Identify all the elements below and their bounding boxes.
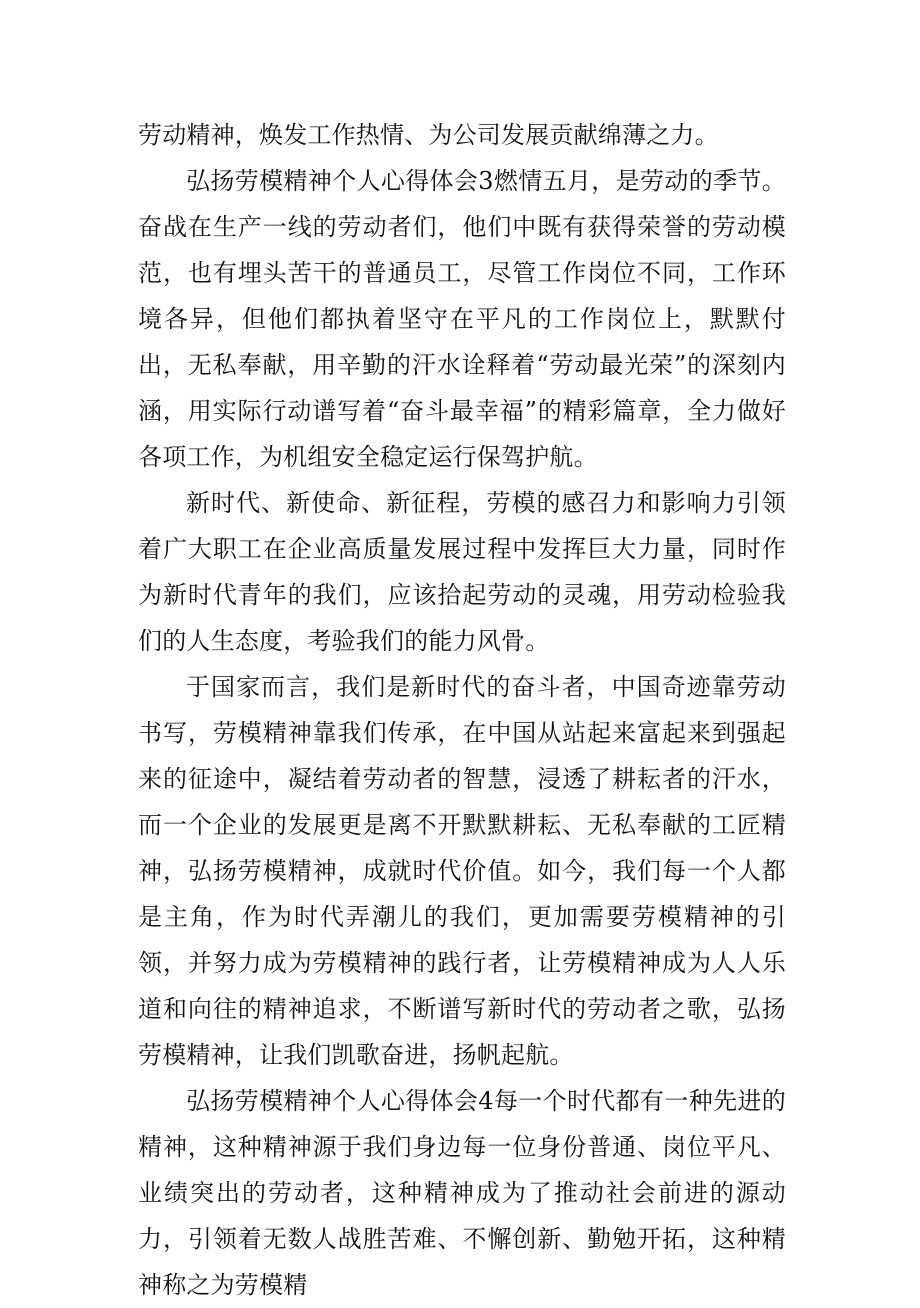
paragraph-continuation: 劳动精神，焕发工作热情、为公司发展贡献绵薄之力。 (138, 121, 719, 149)
paragraph-new-era: 新时代、新使命、新征程，劳模的感召力和影响力引领着广大职工在企业高质量发展过程中发挥巨大力量，同时作为新时代青年的我们，应该拾起劳动的灵魂，用劳动检验我们的人生态度，考验我们的能力风骨。 (138, 489, 786, 655)
paragraph-experience-4: 弘扬劳模精神个人心得体会4每一个时代都有一种先进的精神，这种精神源于我们身边每一位身份普通、岗位平凡、业绩突出的劳动者，这种精神成为了推动社会前进的源动力，引领着无数人战胜苦难、不懈创新、勤勉开拓，这种精神称之为劳模精 (138, 1087, 786, 1299)
document-page (138, 112, 786, 1308)
paragraph-experience-3: 弘扬劳模精神个人心得体会3燃情五月，是劳动的季节。奋战在生产一线的劳动者们，他们中既有获得荣誉的劳动模范，也有埋头苦干的普通员工，尽管工作岗位不同，工作环境各异，但他们都执着坚守在平凡的工作岗位上，默默付出，无私奉献，用辛勤的汗水诠释着“劳动最光荣”的深刻内涵，用实际行动谱写着“奋斗最幸福”的精彩篇章，全力做好各项工作，为机组安全稳定运行保驾护航。 (138, 167, 786, 471)
paragraph-nation: 于国家而言，我们是新时代的奋斗者，中国奇迹靠劳动书写，劳模精神靠我们传承，在中国从站起来富起来到强起来的征途中，凝结着劳动者的智慧，浸透了耕耘者的汗水，而一个企业的发展更是离不开默默耕耘、无私奉献的工匠精神，弘扬劳模精神，成就时代价值。如今，我们每一个人都是主角，作为时代弄潮儿的我们，更加需要劳模精神的引领，并努力成为劳模精神的践行者，让劳模精神成为人人乐道和向往的精神追求，不断谱写新时代的劳动者之歌，弘扬劳模精神，让我们凯歌奋进，扬帆起航。 (138, 673, 786, 1069)
